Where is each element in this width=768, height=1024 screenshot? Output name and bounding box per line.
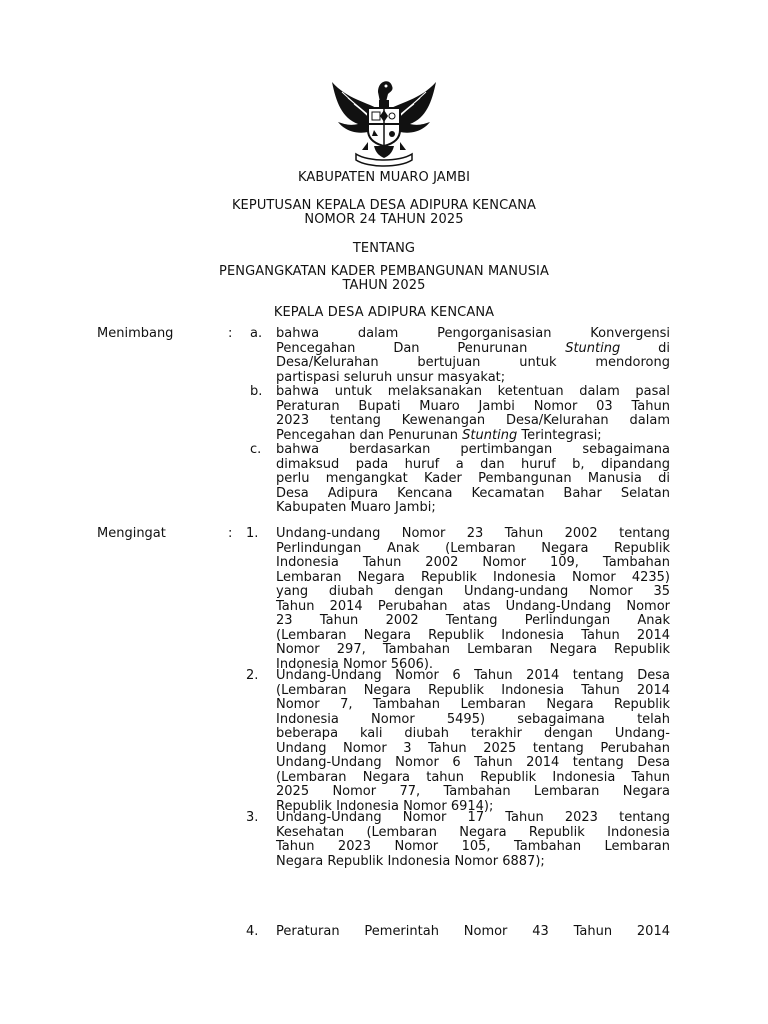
- item-marker: 4.: [246, 924, 259, 939]
- text-line: bahwa dalam Pengorganisasian Konvergensi: [276, 326, 670, 341]
- text-line: Kesehatan (Lembaran Negara Republik Indonesia: [276, 824, 670, 840]
- text-line: dimaksud pada huruf a dan huruf b, dipandang: [276, 456, 670, 472]
- item-text: [276, 327, 670, 385]
- text-line: bahwa untuk melaksanakan ketentuan dalam pasal: [276, 384, 670, 399]
- text-line: 23 Tahun 2002 Tentang Perlindungan Anak: [276, 613, 670, 628]
- italic-term: Stunting: [565, 340, 621, 356]
- text-line: Negara Republik Indonesia Nomor 6887);: [276, 853, 545, 869]
- text-run: Pencegahan dan Penurunan: [276, 427, 463, 443]
- subject-line-1: PENGANGKATAN KADER PEMBANGUNAN MANUSIA: [219, 264, 549, 279]
- menimbang-label: Menimbang: [97, 326, 174, 341]
- garuda-emblem-icon: [328, 72, 440, 168]
- item-text: [276, 925, 670, 940]
- text-line: Perlindungan Anak (Lembaran Negara Republik: [276, 540, 670, 556]
- text-line: Undang-undang Nomor 23 Tahun 2002 tentang: [276, 526, 670, 541]
- text-line-mixed: [276, 342, 670, 357]
- text-line: yang diubah dengan Undang-undang Nomor 35: [276, 584, 670, 599]
- text-line: Indonesia Nomor 5495) sebagaimana telah: [276, 711, 670, 727]
- italic-term: Stunting: [462, 427, 518, 443]
- menimbang-colon: :: [228, 326, 233, 341]
- text-line: Tahun 2023 Nomor 105, Tambahan Lembaran: [276, 839, 670, 854]
- text-line: Republik Indonesia Nomor 6914);: [276, 798, 494, 814]
- mengingat-colon: :: [228, 526, 233, 541]
- text-line: Peraturan Pemerintah Nomor 43 Tahun 2014: [276, 924, 670, 939]
- item-text: [276, 443, 670, 516]
- text-line: Undang Nomor 3 Tahun 2025 tentang Perubahan: [276, 740, 670, 756]
- text-run: di: [620, 340, 670, 356]
- text-line: Undang-Undang Nomor 6 Tahun 2014 tentang Desa: [276, 755, 670, 770]
- text-line: perlu mengangkat Kader Pembangunan Manusia di: [276, 471, 670, 486]
- text-run: Pencegahan Dan Penurunan: [276, 340, 566, 356]
- text-line: Nomor 297, Tambahan Lembaran Negara Republik: [276, 642, 670, 657]
- text-line: Desa Adipura Kencana Kecamatan Bahar Selatan: [276, 485, 670, 501]
- regency-heading: KABUPATEN MUARO JAMBI: [297, 170, 471, 185]
- text-line-mixed: [276, 429, 670, 444]
- issuer-heading: KEPALA DESA ADIPURA KENCANA: [273, 305, 495, 320]
- about-heading: TENTANG: [352, 241, 416, 256]
- text-line: (Lembaran Negara tahun Republik Indonesia Tahun: [276, 769, 670, 785]
- text-line: partispasi seluruh unsur masyakat;: [276, 369, 506, 385]
- text-line: 2025 Nomor 77, Tambahan Lembaran Negara: [276, 784, 670, 799]
- text-line: Undang-Undang Nomor 17 Tahun 2023 tentang: [276, 810, 670, 825]
- item-marker: a.: [250, 326, 263, 341]
- text-line: (Lembaran Negara Republik Indonesia Tahun 2014: [276, 682, 670, 698]
- item-marker: 2.: [246, 668, 259, 683]
- text-line: (Lembaran Negara Republik Indonesia Tahun 2014: [276, 627, 670, 643]
- text-line: bahwa berdasarkan pertimbangan sebagaimana: [276, 442, 670, 457]
- text-line: Undang-Undang Nomor 6 Tahun 2014 tentang Desa: [276, 668, 670, 683]
- subject-line-2: TAHUN 2025: [342, 278, 426, 293]
- item-marker: 1.: [246, 526, 259, 541]
- mengingat-label: Mengingat: [97, 526, 166, 541]
- decree-title: KEPUTUSAN KEPALA DESA ADIPURA KENCANA: [231, 198, 537, 213]
- text-line: Desa/Kelurahan bertujuan untuk mendorong: [276, 355, 670, 370]
- text-line: 2023 tentang Kewenangan Desa/Kelurahan dalam: [276, 413, 670, 428]
- item-text: [276, 811, 670, 869]
- text-line: Peraturan Bupati Muaro Jambi Nomor 03 Tahun: [276, 398, 670, 414]
- text-line: Indonesia Tahun 2002 Nomor 109, Tambahan: [276, 555, 670, 570]
- text-line: Indonesia Nomor 5606).: [276, 656, 434, 672]
- text-line: Lembaran Negara Republik Indonesia Nomor 4235): [276, 569, 670, 585]
- decree-number: NOMOR 24 TAHUN 2025: [304, 212, 464, 227]
- item-marker: c.: [250, 442, 262, 457]
- text-line: beberapa kali diubah terakhir dengan Undang-: [276, 726, 670, 741]
- text-line: Kabupaten Muaro Jambi;: [276, 500, 436, 515]
- item-text: [276, 527, 670, 672]
- item-marker: b.: [250, 384, 263, 399]
- item-text: [276, 669, 670, 814]
- item-text: [276, 385, 670, 443]
- item-marker: 3.: [246, 810, 259, 825]
- text-line: Tahun 2014 Perubahan atas Undang-Undang Nomor: [276, 598, 670, 614]
- text-line: Nomor 7, Tambahan Lembaran Negara Republik: [276, 697, 670, 712]
- text-run: Terintegrasi;: [517, 427, 602, 443]
